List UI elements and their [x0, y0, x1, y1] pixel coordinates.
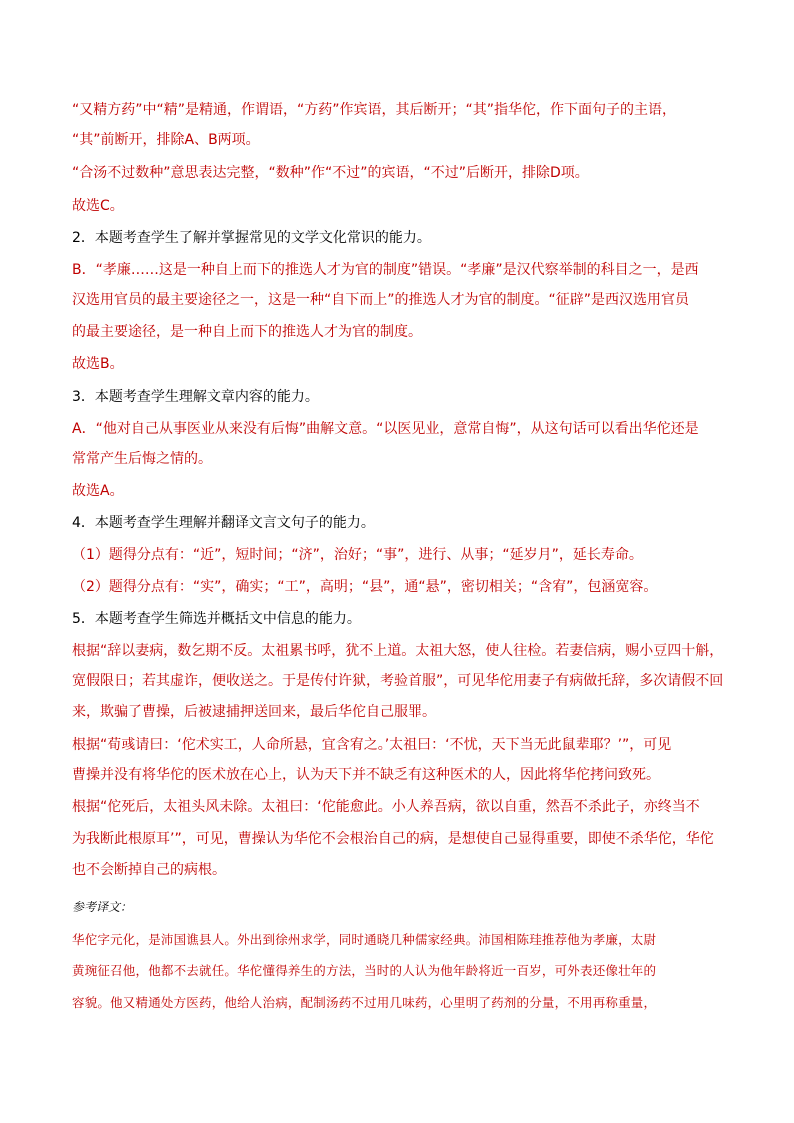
answer-5-line-3: 来，欺骗了曹操，后被逮捕押送回来，最后华佗自己服罪。: [72, 704, 436, 720]
answer-2-line-2: 汉选用官员的最主要途径之一，这是一种“自下而上”的推选人才为官的制度。“征辟”是西汉选用官员: [72, 292, 690, 308]
answer-4-part-1: （1）题得分点有：“近”，短时间；“济”，治好；“事”，进行、从事；“延岁月”，延长寿命。: [72, 547, 643, 563]
answer-1-line-3: “合汤不过数种”意思表达完整，“数种”作“不过”的宾语，“不过”后断开，排除D项。: [72, 165, 589, 181]
question-3-heading: 3．本题考查学生理解文章内容的能力。: [72, 389, 319, 405]
answer-2-choice: 故选B。: [72, 356, 124, 372]
reference-translation-line-3: 容貌。他又精通处方医药，他给人治病，配制汤药不过用几味药，心里明了药剂的分量，不用再称重量，: [72, 995, 657, 1010]
answer-5-line-2: 宽假限日；若其虚诈，便收送之。于是传付许狱，考验首服”，可见华佗用妻子有病做托辞，多次请假不回: [72, 673, 724, 689]
reference-translation-line-2: 黄琬征召他，他都不去就任。华佗懂得养生的方法，当时的人认为他年龄将近一百岁，可外表还像壮年的: [72, 963, 657, 978]
answer-5-line-6: 根据“佗死后，太祖头风未除。太祖曰：‘佗能愈此。小人养吾病，欲以自重，然吾不杀此子，亦终当不: [72, 799, 700, 815]
answer-4-part-2: （2）题得分点有：“实”，确实；“工”，高明；“县”，通“悬”，密切相关；“含宥”，包涵宽容。: [72, 579, 658, 595]
answer-2-line-3: 的最主要途径，是一种自上而下的推选人才为官的制度。: [72, 324, 422, 340]
answer-1-choice: 故选C。: [72, 198, 124, 214]
question-2-heading: 2．本题考查学生了解并掌握常见的文学文化常识的能力。: [72, 230, 431, 246]
answer-5-line-7: 为我断此根原耳’”，可见，曹操认为华佗不会根治自己的病，是想使自己显得重要，即使不杀华佗，华佗: [72, 831, 714, 847]
answer-5-line-8: 也不会断掉自己的病根。: [72, 862, 226, 878]
reference-translation-title: 参考译文：: [72, 900, 133, 914]
answer-3-line-1: A．“他对自己从事医业从来没有后悔”曲解文意。“以医见业，意常自悔”，从这句话可以看出华佗还是: [72, 421, 699, 437]
answer-5-line-1: 根据“辞以妻病，数乞期不反。太祖累书呼，犹不上道。太祖大怒，使人往检。若妻信病，赐小豆四十斛，: [72, 643, 724, 659]
question-4-heading: 4．本题考查学生理解并翻译文言文句子的能力。: [72, 515, 375, 531]
answer-1-line-1: “又精方药”中“精”是精通，作谓语，“方药”作宾语，其后断开；“其”指华佗，作下面句子的主语，: [72, 102, 677, 118]
reference-translation-line-1: 华佗字元化，是沛国谯县人。外出到徐州求学，同时通晓几种儒家经典。沛国相陈珪推荐他为孝廉，太尉: [72, 932, 657, 947]
answer-2-line-1: B．“孝廉……这是一种自上而下的推选人才为官的制度”错误。“孝廉”是汉代察举制的科目之一，是西: [72, 262, 699, 278]
answer-1-line-2: “其”前断开，排除A、B两项。: [72, 132, 260, 148]
answer-3-choice: 故选A。: [72, 483, 124, 499]
answer-3-line-2: 常常产生后悔之情的。: [72, 451, 212, 467]
answer-5-line-5: 曹操并没有将华佗的医术放在心上，认为天下并不缺乏有这种医术的人，因此将华佗拷问致死。: [72, 767, 660, 783]
answer-5-line-4: 根据“荀彧请曰：‘佗术实工，人命所悬，宜含宥之。’太祖曰：‘不忧，天下当无此鼠辈耶？’”，可见: [72, 737, 672, 753]
question-5-heading: 5．本题考查学生筛选并概括文中信息的能力。: [72, 611, 361, 627]
